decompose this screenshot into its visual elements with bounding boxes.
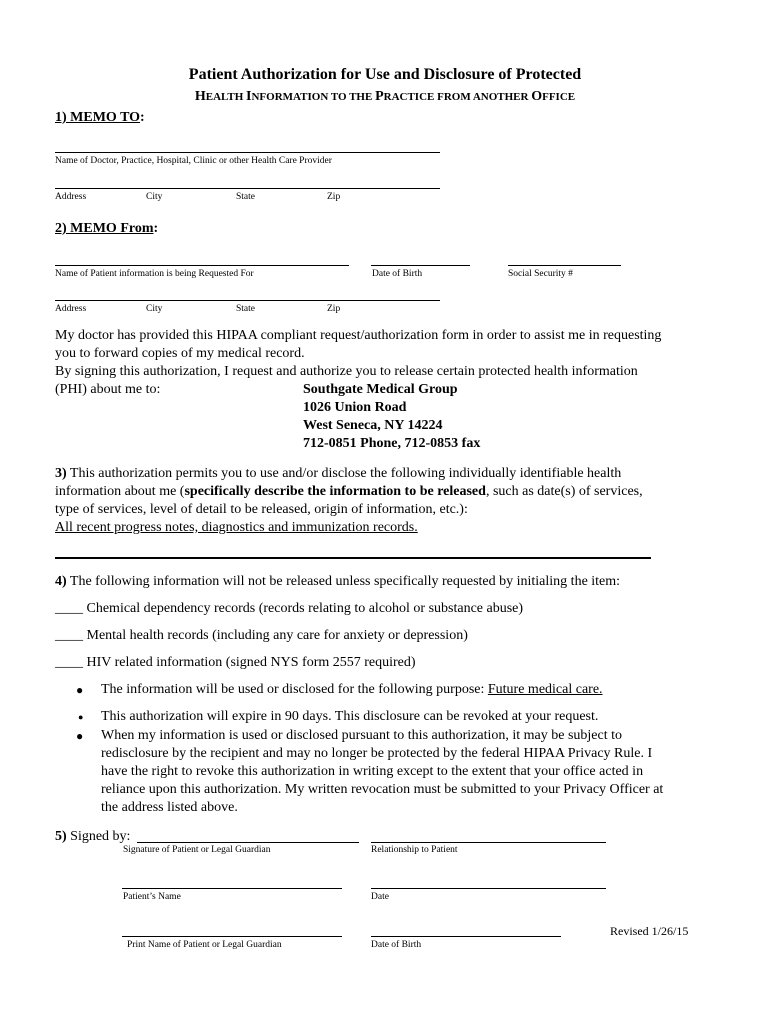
memo-from-heading-text: 2) MEMO From <box>55 221 154 236</box>
subtitle-part: RACTICE FROM ANOTHER <box>383 91 532 103</box>
print-name-field[interactable] <box>122 936 342 937</box>
section3-bold-text: specifically describe the information to be released <box>184 484 486 499</box>
patient-dob-label: Date of Birth <box>372 269 423 279</box>
relationship-label: Relationship to Patient <box>371 845 458 855</box>
provider-address-field[interactable] <box>55 188 440 189</box>
bullet-icon: ● <box>76 683 84 697</box>
sign-dob-label: Date of Birth <box>371 940 422 950</box>
memo-to-heading <box>55 110 145 126</box>
section4-number: 4) <box>55 574 67 589</box>
relationship-field[interactable] <box>371 842 606 843</box>
section3-text: information about me ( <box>55 484 185 499</box>
memo-from-heading <box>55 221 158 237</box>
provider-state-label: State <box>236 192 255 202</box>
revised-date: Revised 1/26/15 <box>610 924 689 938</box>
intro-line: you to forward copies of my medical record. <box>55 346 305 361</box>
initial-blank[interactable]: ____ <box>55 628 83 643</box>
patient-name-field[interactable] <box>55 265 349 266</box>
subtitle-part: O <box>531 89 543 104</box>
section4-line <box>55 573 620 591</box>
initial-blank[interactable]: ____ <box>55 601 83 616</box>
recipient-street: 1026 Union Road <box>303 400 407 415</box>
section3-text: This authorization permits you to use and/or disclose the following individually identifiable health <box>66 466 622 481</box>
section3-line <box>55 483 643 501</box>
signature-label: Signature of Patient or Legal Guardian <box>123 845 271 855</box>
patient-address-label: Address <box>55 304 87 314</box>
section4-text: The following information will not be released unless specifically requested by initialing the item: <box>66 574 621 589</box>
bullet-purpose-answer[interactable]: Future medical care. <box>487 682 603 697</box>
provider-city-label: City <box>146 192 163 202</box>
memo-from-colon: : <box>153 221 159 236</box>
recipient-name: Southgate Medical Group <box>303 382 458 397</box>
section3-line: type of services, level of detail to be released, origin of information, etc.): <box>55 502 468 517</box>
initial-item-text: HIV related information (signed NYS form 2557 required) <box>83 655 416 670</box>
section5-number: 5) <box>55 829 67 844</box>
initial-item-chemical <box>55 600 523 618</box>
sign-date-field[interactable] <box>371 888 606 889</box>
page-title: Patient Authorization for Use and Disclosure of Protected <box>188 66 582 83</box>
subtitle-part: H <box>194 89 206 104</box>
intro-line: My doctor has provided this HIPAA compliant request/authorization form in order to assist me in requesting <box>55 328 662 343</box>
section5-text: Signed by: <box>66 829 131 844</box>
bullet-purpose <box>101 681 603 699</box>
bullet-icon: ● <box>76 729 84 743</box>
initial-blank[interactable]: ____ <box>55 655 83 670</box>
recipient-phone: 712-0851 Phone, 712-0853 fax <box>303 436 481 451</box>
section3-text: , such as date(s) of services, <box>485 484 643 499</box>
subtitle-part: NFORMATION TO THE <box>251 91 376 103</box>
patient-name-sign-label: Patient’s Name <box>123 892 181 902</box>
section3-number: 3) <box>55 466 67 481</box>
provider-address-label: Address <box>55 192 87 202</box>
initial-item-hiv <box>55 654 416 672</box>
subtitle-part: EALTH <box>205 91 247 103</box>
patient-ssn-field[interactable] <box>508 265 621 266</box>
subtitle-part: P <box>375 89 384 104</box>
bullet-purpose-text: The information will be used or disclosed for the following purpose: <box>101 682 488 697</box>
sign-dob-field[interactable] <box>371 936 561 937</box>
bullet-revoke-line: the address listed above. <box>101 800 238 815</box>
bullet-revoke-line: redisclosure by the recipient and may no longer be protected by the federal HIPAA Privacy Rule. I <box>101 746 653 761</box>
initial-item-mental <box>55 627 468 645</box>
print-name-label: Print Name of Patient or Legal Guardian <box>127 940 282 950</box>
section3-answer[interactable]: All recent progress notes, diagnostics and immunization records. <box>55 520 418 535</box>
provider-name-field[interactable] <box>55 152 440 153</box>
bullet-revoke-line: When my information is used or disclosed pursuant to this authorization, it may be subject to <box>101 728 623 743</box>
signature-field[interactable] <box>137 842 359 843</box>
patient-name-sign-field[interactable] <box>122 888 342 889</box>
subtitle-part: I <box>246 89 252 104</box>
bullet-icon: ● <box>78 712 84 722</box>
subtitle-part: FFICE <box>542 91 576 103</box>
memo-to-heading-text: 1) MEMO TO <box>55 110 141 125</box>
section3-extra-line[interactable] <box>55 557 651 559</box>
patient-state-label: State <box>236 304 255 314</box>
section3-line <box>55 465 621 483</box>
initial-item-text: Chemical dependency records (records relating to alcohol or substance abuse) <box>83 601 524 616</box>
provider-name-label: Name of Doctor, Practice, Hospital, Clinic or other Health Care Provider <box>55 156 332 166</box>
bullet-revoke-line: reliance upon this authorization. My written revocation must be submitted to your Privacy Officer at <box>101 782 664 797</box>
provider-zip-label: Zip <box>327 192 341 202</box>
bullet-revoke-line: have the right to revoke this authorization in writing except to the extent that your office acted in <box>101 764 644 779</box>
page-subtitle <box>0 89 770 105</box>
patient-dob-field[interactable] <box>371 265 470 266</box>
patient-address-field[interactable] <box>55 300 440 301</box>
bullet-expire: This authorization will expire in 90 days. This disclosure can be revoked at your request. <box>101 709 599 724</box>
patient-name-label: Name of Patient information is being Requested For <box>55 269 254 279</box>
recipient-city: West Seneca, NY 14224 <box>303 418 443 433</box>
memo-to-colon: : <box>140 110 145 125</box>
signed-by-label <box>55 828 130 846</box>
initial-item-text: Mental health records (including any care for anxiety or depression) <box>83 628 468 643</box>
patient-zip-label: Zip <box>327 304 341 314</box>
patient-city-label: City <box>146 304 163 314</box>
patient-ssn-label: Social Security # <box>508 269 573 279</box>
intro-line: (PHI) about me to: <box>55 382 161 397</box>
intro-line: By signing this authorization, I request and authorize you to release certain protected health information <box>55 364 638 379</box>
sign-date-label: Date <box>371 892 389 902</box>
